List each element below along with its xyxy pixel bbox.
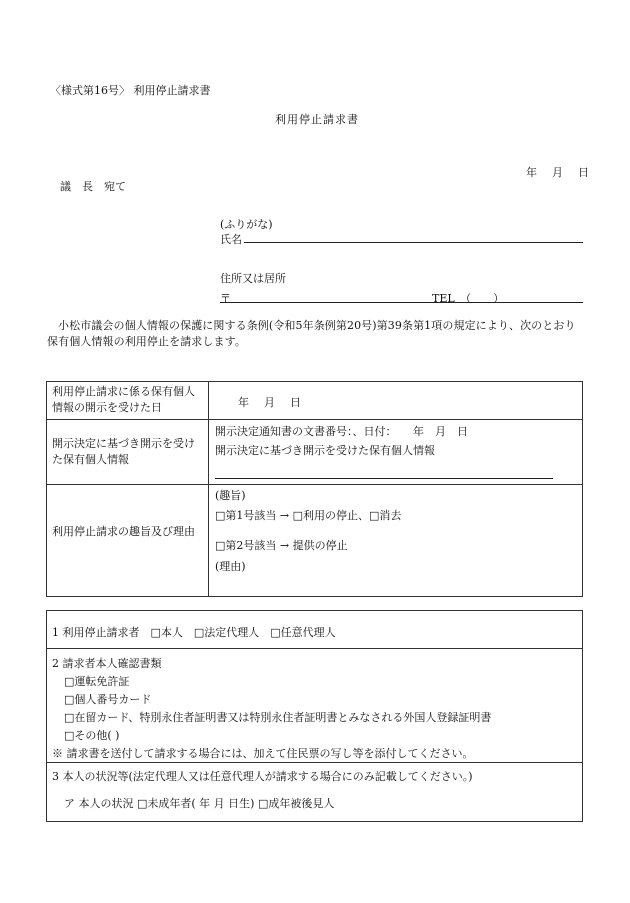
table-divider [208, 381, 209, 597]
id-option-residence-card[interactable]: □在留カード、特別永住者証明書又は特別永住者証明書とみなされる外国人登録証明書 [64, 711, 492, 724]
disclosed-info-label: 開示決定に基づき開示を受けた保有個人情報 [52, 437, 195, 466]
notice-document-number[interactable]: 開示決定通知書の文書番号：、日付： 年 月 日 [215, 425, 468, 438]
request-purpose-label: 利用停止請求の趣旨及び理由 [52, 525, 195, 538]
principal-status-options[interactable]: ア 本人の状況 □未成年者( 年 月 日生) □成年被後見人 [64, 797, 335, 810]
furigana-label: (ふりがな) [220, 218, 273, 231]
purpose-option-2[interactable]: □第2号該当 → 提供の停止 [215, 539, 348, 552]
id-option-drivers-license[interactable]: □運転免許証 [64, 675, 130, 688]
address-field[interactable] [220, 302, 583, 303]
addressee: 議 長 宛て [60, 180, 126, 193]
purpose-option-1[interactable]: □第1号該当 → □利用の停止、□消去 [215, 509, 402, 522]
name-label: 氏名 [220, 233, 242, 246]
tel-label: TEL （ ） [432, 292, 505, 305]
table-divider [46, 762, 583, 763]
intro-paragraph: 小松市議会の個人情報の保護に関する条例(令和5年条例第20号)第39条第1項の規定により、次のとおり保有個人情報の利用停止を請求します。 [47, 319, 576, 348]
purpose-label: (趣旨) [215, 489, 246, 502]
id-documents-note: ※ 請求書を送付して請求する場合には、加えて住民票の写し等を添付してください。 [52, 747, 474, 760]
document-title: 利用停止請求書 [275, 113, 359, 126]
postal-mark: 〒 [220, 292, 231, 305]
date-field[interactable]: 年 月 日 [526, 166, 591, 179]
table-divider [46, 648, 583, 649]
table-divider [46, 484, 583, 485]
id-documents-title: 2 請求者本人確認書類 [52, 657, 162, 670]
disclosure-date-label: 利用停止請求に係る保有個人情報の開示を受けた日 [52, 385, 195, 414]
form-number-label: 〈様式第16号〉 利用停止請求書 [50, 84, 211, 97]
id-option-other[interactable]: □その他( ) [64, 729, 120, 742]
principal-status-title: 3 本人の状況等(法定代理人又は任意代理人が請求する場合にのみ記載してください。) [52, 770, 473, 783]
disclosure-date-field[interactable]: 年 月 日 [238, 396, 303, 409]
reason-label: (理由) [215, 560, 246, 573]
disclosed-info-field[interactable] [215, 478, 553, 479]
name-field[interactable] [244, 242, 583, 243]
requester-type-row[interactable]: 1 利用停止請求者 □本人 □法定代理人 □任意代理人 [52, 626, 336, 639]
address-label: 住所又は居所 [220, 272, 286, 285]
id-option-my-number-card[interactable]: □個人番号カード [64, 693, 152, 706]
table-divider [46, 419, 583, 420]
disclosed-info-caption: 開示決定に基づき開示を受けた保有個人情報 [215, 444, 435, 457]
